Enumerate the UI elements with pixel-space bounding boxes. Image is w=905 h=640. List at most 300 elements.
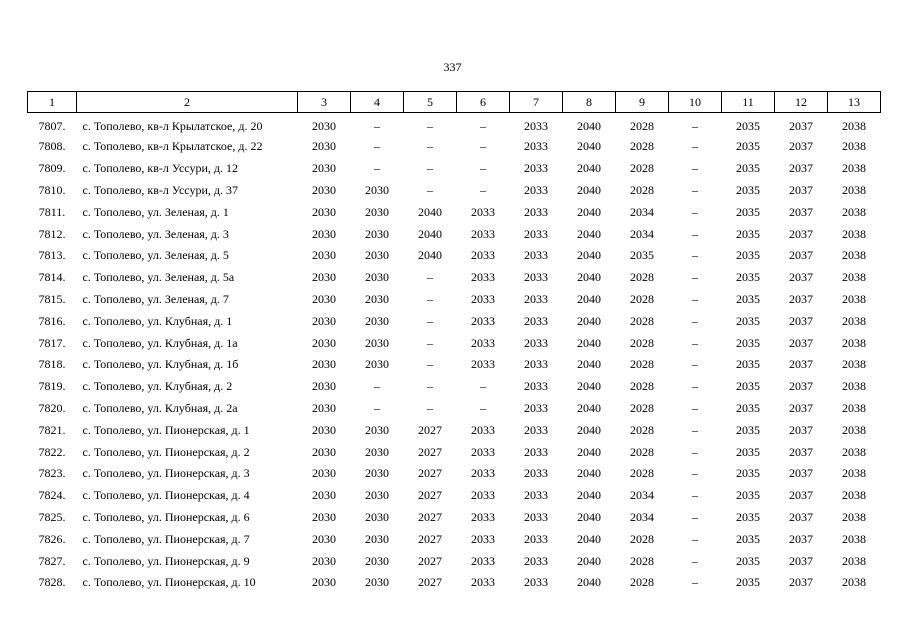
table-body	[28, 113, 881, 594]
year-cell: 2038	[842, 553, 866, 568]
year-cell: 2034	[630, 204, 654, 219]
year-cell: 2028	[630, 444, 654, 459]
year-cell: 2037	[789, 204, 813, 219]
address-cell: с. Тополево, ул. Пионерская, д. 2	[82, 444, 250, 459]
year-cell: 2030	[312, 357, 336, 372]
address-cell: с. Тополево, ул. Зеленая, д. 1	[82, 204, 229, 219]
row-number-cell: 7816.	[38, 313, 66, 328]
row-number-cell: 7826.	[38, 531, 66, 546]
row-number-cell: 7821.	[38, 422, 66, 437]
year-cell: 2033	[524, 204, 548, 219]
year-cell: 2033	[524, 531, 548, 546]
year-cell: 2027	[418, 422, 442, 437]
year-cell: –	[692, 575, 698, 590]
year-cell: –	[692, 531, 698, 546]
table-row	[28, 572, 881, 594]
year-cell: –	[692, 357, 698, 372]
year-cell: 2033	[471, 488, 495, 503]
address-cell: с. Тополево, ул. Пионерская, д. 10	[82, 575, 256, 590]
column-header: 1	[28, 92, 77, 113]
year-cell: 2030	[312, 139, 336, 154]
year-cell: 2030	[365, 335, 389, 350]
year-cell: 2035	[736, 226, 760, 241]
year-cell: –	[692, 204, 698, 219]
table-row	[28, 113, 881, 137]
table-row	[28, 201, 881, 223]
year-cell: –	[692, 291, 698, 306]
year-cell: 2038	[842, 248, 866, 263]
year-cell: 2040	[577, 575, 601, 590]
year-cell: 2040	[577, 488, 601, 503]
table-row	[28, 398, 881, 420]
year-cell: 2038	[842, 226, 866, 241]
table-header	[28, 92, 881, 113]
year-cell: 2035	[736, 379, 760, 394]
year-cell: 2033	[524, 182, 548, 197]
year-cell: 2040	[577, 357, 601, 372]
year-cell: 2030	[312, 379, 336, 394]
row-number-cell: 7819.	[38, 379, 66, 394]
year-cell: 2028	[630, 270, 654, 285]
year-cell: 2030	[312, 422, 336, 437]
year-cell: –	[374, 379, 380, 394]
year-cell: –	[692, 553, 698, 568]
year-cell: –	[427, 357, 433, 372]
year-cell: 2030	[365, 444, 389, 459]
year-cell: 2028	[630, 119, 654, 133]
column-header: 13	[828, 92, 881, 113]
year-cell: 2040	[577, 119, 601, 133]
table-row	[28, 528, 881, 550]
table-row	[28, 550, 881, 572]
year-cell: 2033	[471, 444, 495, 459]
address-cell: с. Тополево, ул. Пионерская, д. 3	[82, 466, 250, 481]
year-cell: –	[692, 335, 698, 350]
address-cell: с. Тополево, ул. Пионерская, д. 4	[82, 488, 250, 503]
year-cell: 2028	[630, 357, 654, 372]
year-cell: 2037	[789, 270, 813, 285]
year-cell: 2040	[577, 226, 601, 241]
year-cell: 2030	[365, 182, 389, 197]
year-cell: 2037	[789, 335, 813, 350]
year-cell: 2033	[471, 226, 495, 241]
row-number-cell: 7809.	[38, 161, 66, 176]
year-cell: 2038	[842, 575, 866, 590]
year-cell: 2033	[524, 291, 548, 306]
year-cell: 2033	[471, 204, 495, 219]
year-cell: 2028	[630, 335, 654, 350]
year-cell: 2040	[577, 531, 601, 546]
year-cell: 2037	[789, 119, 813, 133]
year-cell: 2035	[736, 357, 760, 372]
year-cell: –	[427, 119, 433, 133]
year-cell: 2030	[365, 488, 389, 503]
year-cell: 2030	[365, 291, 389, 306]
year-cell: –	[692, 139, 698, 154]
row-number-cell: 7808.	[38, 139, 66, 154]
row-number-cell: 7814.	[38, 270, 66, 285]
year-cell: 2033	[524, 400, 548, 415]
page-number: 337	[443, 60, 462, 74]
address-cell: с. Тополево, ул. Клубная, д. 2	[82, 379, 233, 394]
column-header: 6	[457, 92, 510, 113]
year-cell: 2028	[630, 422, 654, 437]
table-row	[28, 332, 881, 354]
year-cell: –	[374, 119, 380, 133]
year-cell: –	[374, 139, 380, 154]
address-cell: с. Тополево, ул. Зеленая, д. 3	[82, 226, 229, 241]
year-cell: 2030	[312, 553, 336, 568]
year-cell: 2027	[418, 488, 442, 503]
row-number-cell: 7823.	[38, 466, 66, 481]
address-cell: с. Тополево, ул. Клубная, д. 1а	[82, 335, 238, 350]
year-cell: 2040	[577, 422, 601, 437]
table-row	[28, 463, 881, 485]
year-cell: –	[427, 400, 433, 415]
year-cell: 2035	[736, 248, 760, 263]
year-cell: 2035	[736, 313, 760, 328]
year-cell: –	[480, 119, 486, 133]
column-header: 5	[404, 92, 457, 113]
row-number-cell: 7822.	[38, 444, 66, 459]
year-cell: –	[692, 422, 698, 437]
year-cell: 2028	[630, 400, 654, 415]
year-cell: –	[480, 400, 486, 415]
year-cell: 2040	[577, 335, 601, 350]
year-cell: 2037	[789, 509, 813, 524]
year-cell: 2033	[471, 335, 495, 350]
year-cell: 2040	[577, 248, 601, 263]
year-cell: 2038	[842, 531, 866, 546]
year-cell: 2037	[789, 422, 813, 437]
year-cell: 2030	[312, 488, 336, 503]
year-cell: 2035	[736, 161, 760, 176]
year-cell: 2038	[842, 400, 866, 415]
year-cell: 2030	[365, 422, 389, 437]
year-cell: –	[692, 270, 698, 285]
year-cell: –	[692, 379, 698, 394]
year-cell: –	[427, 139, 433, 154]
year-cell: 2030	[312, 335, 336, 350]
year-cell: –	[692, 509, 698, 524]
year-cell: 2030	[312, 531, 336, 546]
year-cell: –	[692, 488, 698, 503]
year-cell: 2030	[312, 119, 336, 133]
year-cell: 2030	[312, 291, 336, 306]
year-cell: 2028	[630, 313, 654, 328]
year-cell: 2038	[842, 357, 866, 372]
year-cell: 2030	[365, 466, 389, 481]
table-row	[28, 223, 881, 245]
row-number-cell: 7815.	[38, 291, 66, 306]
table-row	[28, 289, 881, 311]
address-cell: с. Тополево, кв-л Уссури, д. 37	[82, 182, 238, 197]
year-cell: 2038	[842, 422, 866, 437]
year-cell: 2038	[842, 313, 866, 328]
year-cell: 2038	[842, 379, 866, 394]
year-cell: 2033	[524, 488, 548, 503]
year-cell: 2035	[630, 248, 654, 263]
year-cell: 2033	[471, 248, 495, 263]
year-cell: 2028	[630, 161, 654, 176]
year-cell: 2035	[736, 531, 760, 546]
table-row	[28, 376, 881, 398]
year-cell: 2033	[471, 466, 495, 481]
year-cell: –	[427, 161, 433, 176]
year-cell: –	[692, 226, 698, 241]
year-cell: 2030	[365, 553, 389, 568]
year-cell: –	[374, 161, 380, 176]
year-cell: 2033	[471, 575, 495, 590]
address-cell: с. Тополево, ул. Пионерская, д. 9	[82, 553, 250, 568]
year-cell: –	[427, 270, 433, 285]
address-cell: с. Тополево, ул. Зеленая, д. 7	[82, 291, 229, 306]
year-cell: 2038	[842, 335, 866, 350]
year-cell: –	[692, 400, 698, 415]
address-cell: с. Тополево, ул. Зеленая, д. 5	[82, 248, 229, 263]
year-cell: 2030	[312, 466, 336, 481]
year-cell: 2030	[312, 270, 336, 285]
year-cell: 2027	[418, 575, 442, 590]
year-cell: 2030	[312, 509, 336, 524]
year-cell: 2033	[524, 139, 548, 154]
row-number-cell: 7825.	[38, 509, 66, 524]
year-cell: 2038	[842, 509, 866, 524]
year-cell: –	[480, 139, 486, 154]
year-cell: 2030	[312, 313, 336, 328]
year-cell: 2038	[842, 119, 866, 133]
year-cell: –	[692, 119, 698, 133]
year-cell: 2037	[789, 161, 813, 176]
year-cell: 2033	[524, 422, 548, 437]
year-cell: 2040	[577, 182, 601, 197]
year-cell: 2035	[736, 119, 760, 133]
year-cell: 2030	[312, 204, 336, 219]
year-cell: 2035	[736, 553, 760, 568]
header-row	[28, 92, 881, 113]
year-cell: –	[427, 182, 433, 197]
year-cell: 2040	[577, 313, 601, 328]
year-cell: 2040	[577, 466, 601, 481]
year-cell: –	[480, 379, 486, 394]
address-cell: с. Тополево, ул. Пионерская, д. 1	[82, 422, 250, 437]
year-cell: –	[427, 313, 433, 328]
year-cell: 2028	[630, 139, 654, 154]
address-cell: с. Тополево, ул. Зеленая, д. 5а	[82, 270, 235, 285]
year-cell: 2035	[736, 270, 760, 285]
year-cell: 2037	[789, 466, 813, 481]
address-cell: с. Тополево, кв-л Крылатское, д. 22	[82, 139, 263, 154]
column-header: 8	[563, 92, 616, 113]
year-cell: –	[692, 182, 698, 197]
year-cell: 2035	[736, 291, 760, 306]
year-cell: 2037	[789, 400, 813, 415]
year-cell: 2030	[312, 575, 336, 590]
table-row	[28, 267, 881, 289]
year-cell: 2033	[524, 575, 548, 590]
year-cell: 2027	[418, 466, 442, 481]
address-cell: с. Тополево, ул. Клубная, д. 1б	[82, 357, 239, 372]
year-cell: 2035	[736, 204, 760, 219]
row-number-cell: 7824.	[38, 488, 66, 503]
year-cell: 2030	[365, 226, 389, 241]
year-cell: 2028	[630, 531, 654, 546]
year-cell: –	[692, 248, 698, 263]
year-cell: 2030	[365, 248, 389, 263]
year-cell: 2035	[736, 335, 760, 350]
year-cell: 2033	[524, 119, 548, 133]
year-cell: 2037	[789, 531, 813, 546]
year-cell: 2037	[789, 248, 813, 263]
year-cell: 2033	[524, 466, 548, 481]
year-cell: 2028	[630, 291, 654, 306]
year-cell: 2027	[418, 531, 442, 546]
address-cell: с. Тополево, кв-л Уссури, д. 12	[82, 161, 238, 176]
year-cell: 2035	[736, 488, 760, 503]
column-header: 2	[77, 92, 298, 113]
year-cell: –	[480, 161, 486, 176]
table-row	[28, 310, 881, 332]
year-cell: 2040	[577, 553, 601, 568]
year-cell: 2038	[842, 466, 866, 481]
year-cell: 2040	[418, 248, 442, 263]
table-row	[28, 136, 881, 158]
row-number-cell: 7813.	[38, 248, 66, 263]
year-cell: 2038	[842, 139, 866, 154]
year-cell: 2033	[471, 313, 495, 328]
address-cell: с. Тополево, ул. Клубная, д. 2а	[82, 400, 238, 415]
year-cell: 2030	[365, 509, 389, 524]
address-cell: с. Тополево, ул. Пионерская, д. 6	[82, 509, 250, 524]
year-cell: 2035	[736, 509, 760, 524]
year-cell: 2033	[471, 553, 495, 568]
row-number-cell: 7818.	[38, 357, 66, 372]
year-cell: 2033	[471, 357, 495, 372]
column-header: 9	[616, 92, 669, 113]
table-row	[28, 354, 881, 376]
year-cell: 2030	[365, 313, 389, 328]
year-cell: 2033	[471, 291, 495, 306]
column-header: 11	[722, 92, 775, 113]
year-cell: 2038	[842, 488, 866, 503]
year-cell: 2027	[418, 444, 442, 459]
row-number-cell: 7827.	[38, 553, 66, 568]
year-cell: 2035	[736, 466, 760, 481]
year-cell: 2037	[789, 357, 813, 372]
row-number-cell: 7828.	[38, 575, 66, 590]
year-cell: 2034	[630, 226, 654, 241]
year-cell: 2040	[577, 400, 601, 415]
address-cell: с. Тополево, кв-л Крылатское, д. 20	[82, 119, 263, 133]
column-header: 7	[510, 92, 563, 113]
row-number-cell: 7820.	[38, 400, 66, 415]
year-cell: –	[692, 313, 698, 328]
table-row	[28, 485, 881, 507]
year-cell: 2035	[736, 444, 760, 459]
year-cell: 2028	[630, 379, 654, 394]
year-cell: 2030	[312, 400, 336, 415]
year-cell: 2038	[842, 204, 866, 219]
year-cell: 2040	[418, 204, 442, 219]
year-cell: 2028	[630, 575, 654, 590]
year-cell: 2033	[524, 335, 548, 350]
year-cell: 2035	[736, 139, 760, 154]
year-cell: 2033	[524, 553, 548, 568]
column-header: 12	[775, 92, 828, 113]
year-cell: 2033	[471, 270, 495, 285]
year-cell: 2037	[789, 488, 813, 503]
year-cell: 2040	[418, 226, 442, 241]
table-row	[28, 507, 881, 529]
year-cell: 2033	[524, 226, 548, 241]
year-cell: 2038	[842, 182, 866, 197]
year-cell: 2030	[312, 182, 336, 197]
year-cell: –	[480, 182, 486, 197]
year-cell: 2030	[365, 575, 389, 590]
year-cell: 2033	[471, 509, 495, 524]
year-cell: 2033	[524, 270, 548, 285]
year-cell: 2027	[418, 553, 442, 568]
year-cell: 2040	[577, 139, 601, 154]
year-cell: –	[427, 291, 433, 306]
year-cell: 2033	[471, 531, 495, 546]
data-table	[27, 91, 881, 594]
year-cell: 2037	[789, 444, 813, 459]
year-cell: 2040	[577, 161, 601, 176]
year-cell: 2038	[842, 270, 866, 285]
year-cell: 2037	[789, 291, 813, 306]
year-cell: 2030	[365, 531, 389, 546]
year-cell: 2040	[577, 509, 601, 524]
year-cell: 2033	[524, 161, 548, 176]
year-cell: 2033	[524, 248, 548, 263]
table-row	[28, 158, 881, 180]
year-cell: 2037	[789, 379, 813, 394]
row-number-cell: 7811.	[38, 204, 66, 219]
year-cell: 2037	[789, 226, 813, 241]
table-row	[28, 245, 881, 267]
year-cell: 2030	[365, 204, 389, 219]
year-cell: 2040	[577, 204, 601, 219]
year-cell: 2040	[577, 291, 601, 306]
year-cell: 2035	[736, 182, 760, 197]
column-header: 10	[669, 92, 722, 113]
year-cell: 2040	[577, 270, 601, 285]
year-cell: 2033	[524, 444, 548, 459]
year-cell: –	[374, 400, 380, 415]
column-header: 3	[298, 92, 351, 113]
address-cell: с. Тополево, ул. Клубная, д. 1	[82, 313, 233, 328]
year-cell: 2038	[842, 161, 866, 176]
year-cell: 2035	[736, 400, 760, 415]
table-row	[28, 419, 881, 441]
year-cell: 2037	[789, 313, 813, 328]
year-cell: 2030	[312, 248, 336, 263]
year-cell: 2033	[524, 357, 548, 372]
table-row	[28, 180, 881, 202]
year-cell: 2034	[630, 509, 654, 524]
year-cell: 2030	[312, 444, 336, 459]
year-cell: 2035	[736, 575, 760, 590]
year-cell: 2040	[577, 444, 601, 459]
table-row	[28, 441, 881, 463]
year-cell: 2037	[789, 182, 813, 197]
year-cell: 2030	[312, 161, 336, 176]
year-cell: –	[427, 379, 433, 394]
year-cell: –	[692, 161, 698, 176]
year-cell: 2037	[789, 553, 813, 568]
address-cell: с. Тополево, ул. Пионерская, д. 7	[82, 531, 250, 546]
